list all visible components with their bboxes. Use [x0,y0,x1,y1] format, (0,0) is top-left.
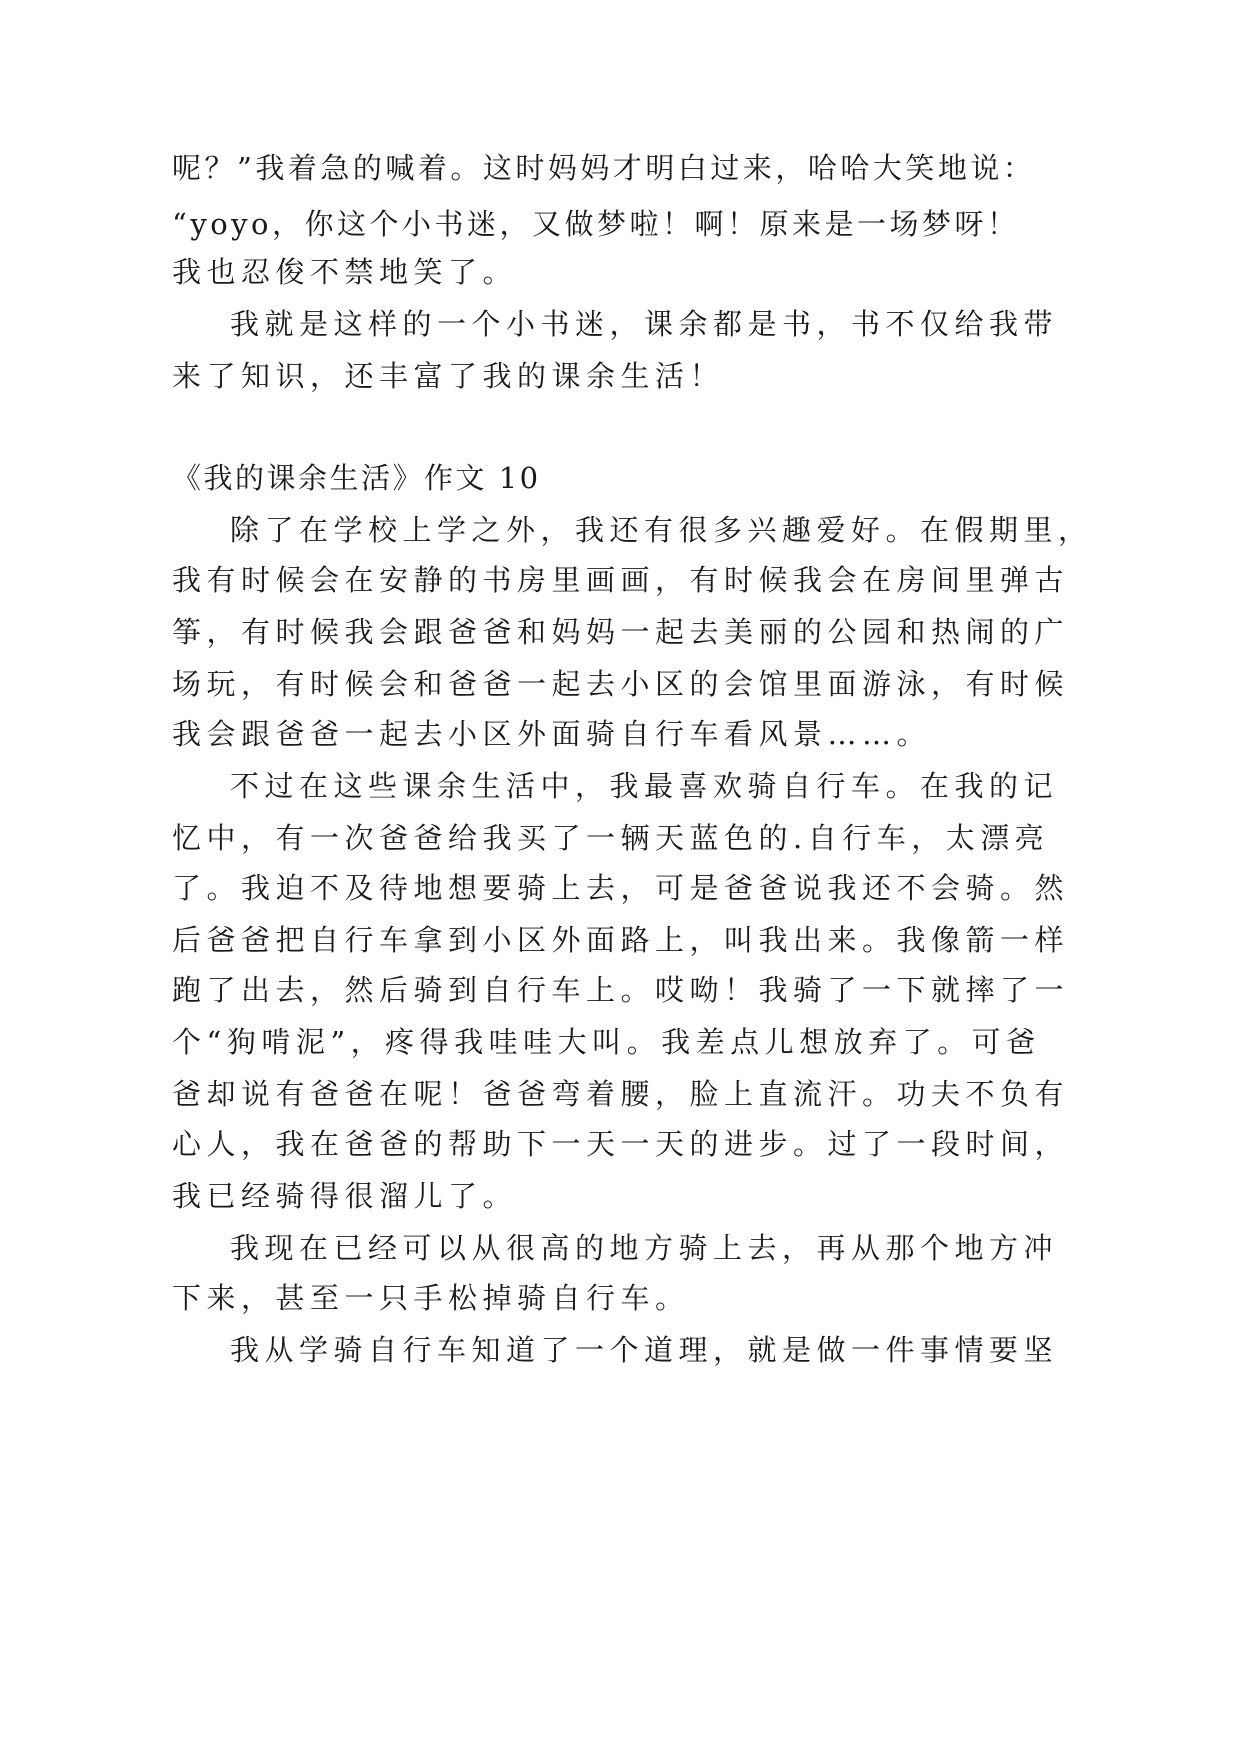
text-line: 后爸爸把自行车拿到小区外面路上，叫我出来。我像箭一样 [172,923,1070,957]
text-line: 我有时候会在安静的书房里画画，有时候我会在房间里弹古 [172,563,1070,597]
text-line: 我会跟爸爸一起去小区外面骑自行车看风景……。 [172,717,932,751]
text-line: 了。我迫不及待地想要骑上去，可是爸爸说我还不会骑。然 [172,871,1070,905]
text-line: 场玩，有时候会和爸爸一起去小区的会馆里面游泳，有时候 [172,667,1070,701]
text-line: 呢？”我着急的喊着。这时妈妈才明白过来，哈哈大笑地说： [172,151,1036,185]
section-title: 《我的课余生活》作文 10 [172,461,541,495]
text-line: 来了知识，还丰富了我的课余生活！ [172,359,725,393]
paragraph-first-line: 不过在这些课余生活中，我最喜欢骑自行车。在我的记 [230,769,1059,803]
paragraph-first-line: 我现在已经可以从很高的地方骑上去，再从那个地方冲 [230,1231,1059,1265]
text-line: 个“狗啃泥”，疼得我哇哇大叫。我差点儿想放弃了。可爸 [172,1025,1041,1059]
text-line: 忆中，有一次爸爸给我买了一辆天蓝色的.自行车，太漂亮 [172,821,1050,855]
text-line: “yoyo，你这个小书迷，又做梦啦！啊！原来是一场梦呀！ [172,207,1020,241]
text-line: 心人，我在爸爸的帮助下一天一天的进步。过了一段时间， [172,1127,1070,1161]
text-line: 筝，有时候我会跟爸爸和妈妈一起去美丽的公园和热闹的广 [172,615,1070,649]
text-line: 爸却说有爸爸在呢！爸爸弯着腰，脸上直流汗。功夫不负有 [172,1077,1070,1111]
text-line: 我已经骑得很溜儿了。 [172,1179,518,1213]
paragraph-first-line: 我就是这样的一个小书迷，课余都是书，书不仅给我带 [230,307,1059,341]
paragraph-first-line: 我从学骑自行车知道了一个道理，就是做一件事情要坚 [230,1333,1059,1367]
text-line: 下来，甚至一只手松掉骑自行车。 [172,1281,690,1315]
text-line: 我也忍俊不禁地笑了。 [172,255,518,289]
paragraph-first-line: 除了在学校上学之外，我还有很多兴趣爱好。在假期里， [230,513,1093,547]
text-line: 跑了出去，然后骑到自行车上。哎呦！我骑了一下就摔了一 [172,973,1070,1007]
